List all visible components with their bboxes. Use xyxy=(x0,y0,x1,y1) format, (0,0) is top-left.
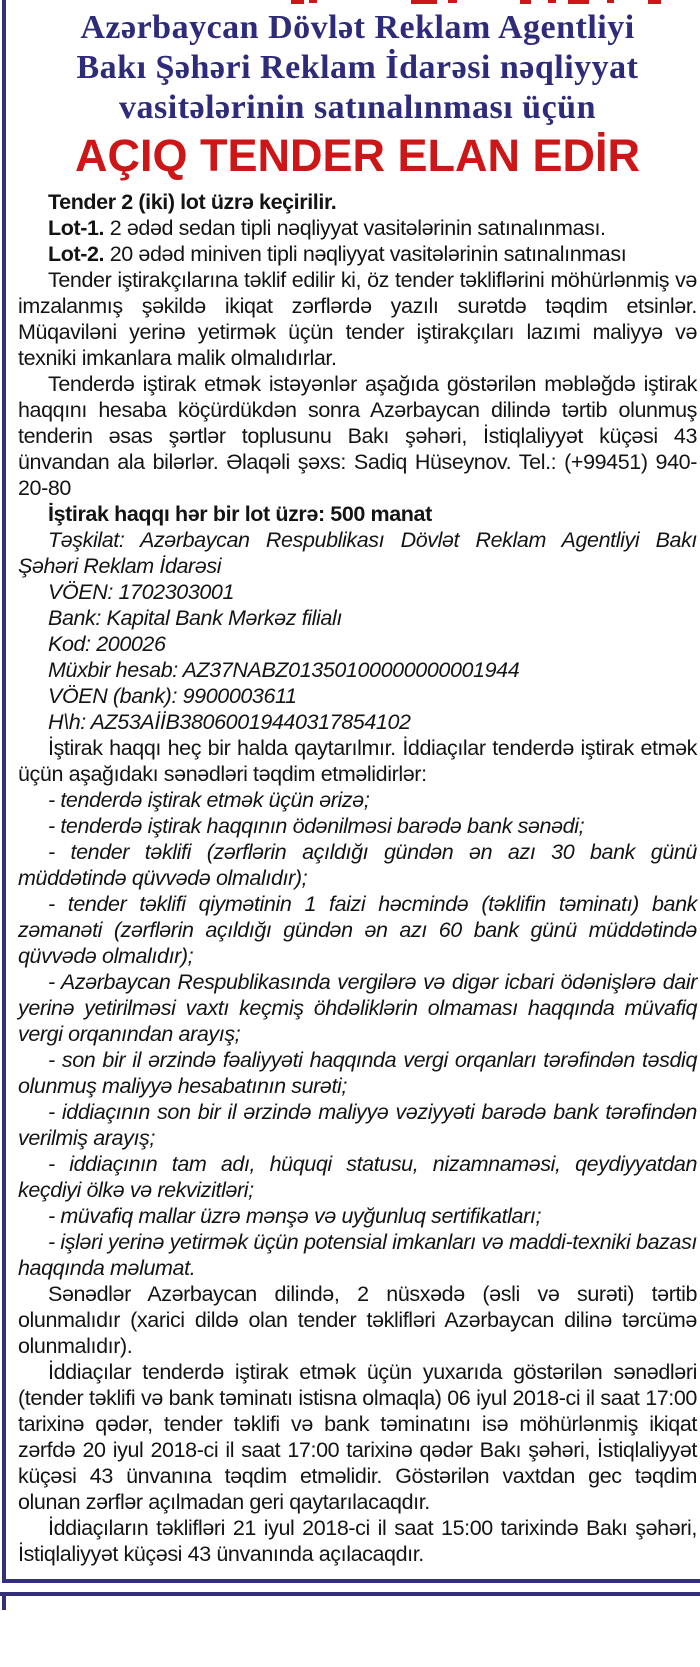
lot-1-label: Lot-1. xyxy=(48,216,105,240)
lot-2-label: Lot-2. xyxy=(48,242,105,266)
voen-line: VÖEN: 1702303001 xyxy=(48,580,235,604)
announcement-box xyxy=(2,0,700,1583)
paragraph-fee-info: Tenderdə iştirak etmək istəyənlər aşağıda göstərilən məbləğdə iştirak haqqını hesaba köçürdükdən sonra Azərbaycan dilində tərtib olunmuş tenderin əsas şərtlər toplusunu Bakı şəhəri, İstiqlaliyyət küçəsi 43 ünvandan ala bilərlər. Əlaqəli şəxs: Sadiq Hüseynov. Tel.: (+99451) 940-20-80 xyxy=(18,372,697,500)
requirement-item: - tender təklifi qiymətinin 1 faizi həcmində (təklifin təminatı) bank zəmanəti (zərflərin açıldığı gündən ən azı 60 bank günü müddətində qüvvədə olmalıdır); xyxy=(18,892,697,968)
bank-voen-line: VÖEN (bank): 9900003611 xyxy=(48,684,297,708)
requirement-item: - Azərbaycan Respublikasında vergilərə və digər icbari ödənişlərə dair yerinə yetirilməsi vaxtı keçmiş öhdəliklərin olmaması haqqında müvafiq vergi orqanından arayış; xyxy=(18,970,697,1046)
requirement-item: - son bir il ərzində fəaliyyəti haqqında vergi orqanları tərəfindən təsdiq olunmuş maliyyə hesabatının surəti; xyxy=(18,1048,697,1098)
page-title xyxy=(18,8,697,128)
submission-deadline-paragraph: İddiaçılar tenderdə iştirak etmək üçün yuxarıda göstərilən sənədləri (tender təklifi və bank təminatı istisna olmaqla) 06 iyul 2018-ci il saat 17:00 tarixinə qədər, tender təklifi və bank təminatını isə möhürlənmiş ikiqat zərfdə 20 iyul 2018-ci il saat 17:00 tarixinə qədər Bakı şəhəri, İstiqlaliyyət küçəsi 43 ünvanına təqdim etməlidir. Göstərilən vaxtdan gec təqdim olunan zərflər açılmadan geri qaytarılacaqdır. xyxy=(18,1360,697,1514)
opening-info-paragraph: İddiaçıların təklifləri 21 iyul 2018-ci il saat 15:00 tarixində Bakı şəhəri, İstiqlaliyyət küçəsi 43 ünvanında açılacaqdır. xyxy=(18,1516,697,1566)
lot-1-text: 2 ədəd sedan tipli nəqliyyat vasitələrinin satınalınması. xyxy=(109,216,606,240)
nonrefund-paragraph: İştirak haqqı heç bir halda qaytarılmır. İddiaçılar tenderdə iştirak etmək üçün aşağıdakı sənədləri təqdim etməlidirlər: xyxy=(18,736,697,786)
paragraph-offer: Tender iştirakçılarına təklif edilir ki, öz tender təkliflərini möhürlənmiş və imzalanmış şəkildə ikiqat zərflərdə yazılı surətdə təqdim etsinlər. Müqaviləni yerinə yetirmək üçün tender iştirakçıları lazımi maliyyə və texniki imkanlara malik olmalıdırlar. xyxy=(18,268,697,370)
fee-amount-line: İştirak haqqı hər bir lot üzrə: 500 manat xyxy=(48,502,432,526)
requirement-item: - iddiaçının son bir il ərzində maliyyə vəziyyəti barədə bank tərəfindən verilmiş arayış; xyxy=(18,1100,697,1150)
title-line-3: vasitələrinin satınalınması üçün xyxy=(119,89,596,126)
lot-2-text: 20 ədəd miniven tipli nəqliyyat vasitələrinin satınalınması xyxy=(109,242,627,266)
lots-intro: Tender 2 (iki) lot üzrə keçirilir. xyxy=(48,190,337,214)
corr-account-line: Müxbir hesab: AZ37NABZ01350100000000001944 xyxy=(48,658,520,682)
org-name-line: Təşkilat: Azərbaycan Respublikası Dövlət Reklam Agentliyi Bakı Şəhəri Reklam İdarəsi xyxy=(18,528,697,578)
requirement-item: - iddiaçının tam adı, hüquqi statusu, nizamnaməsi, qeydiyyatdan keçdiyi ölkə və rekvizitləri; xyxy=(18,1152,697,1202)
requirement-item: - müvafiq mallar üzrə mənşə və uyğunluq sertifikatları; xyxy=(48,1204,542,1228)
bank-code-line: Kod: 200026 xyxy=(48,632,166,656)
requirement-item: - tenderdə iştirak etmək üçün ərizə; xyxy=(48,788,370,812)
requirement-item: - tender təklifi (zərflərin açıldığı gündən ən azı 30 bank günü müddətində qüvvədə olmalıdır); xyxy=(18,840,697,890)
title-line-2: Bakı Şəhəri Reklam İdarəsi nəqliyyat xyxy=(76,49,639,86)
title-line-1: Azərbaycan Dövlət Reklam Agentliyi xyxy=(80,9,635,46)
next-box-top-border xyxy=(0,1592,700,1596)
lot-2-line xyxy=(18,241,697,267)
next-box-left-border xyxy=(2,1596,6,1610)
requirement-item: - tenderdə iştirak haqqının ödənilməsi barədə bank sənədi; xyxy=(48,814,585,838)
tender-headline: AÇIQ TENDER ELAN EDİR xyxy=(74,130,641,181)
bank-line: Bank: Kapital Bank Mərkəz filialı xyxy=(48,606,342,630)
account-line: H\h: AZ53AİİB38060019440317854102 xyxy=(48,710,411,734)
docs-language-paragraph: Sənədlər Azərbaycan dilində, 2 nüsxədə (əsli və surəti) tərtib olunmalıdır (xarici dildə olan tender təklifləri Azərbaycan dilinə tərcümə olunmalıdır). xyxy=(18,1282,697,1358)
lot-1-line xyxy=(18,215,697,241)
requirement-item: - işləri yerinə yetirmək üçün potensial imkanları və maddi-texniki bazası haqqında məlumat. xyxy=(18,1230,697,1280)
